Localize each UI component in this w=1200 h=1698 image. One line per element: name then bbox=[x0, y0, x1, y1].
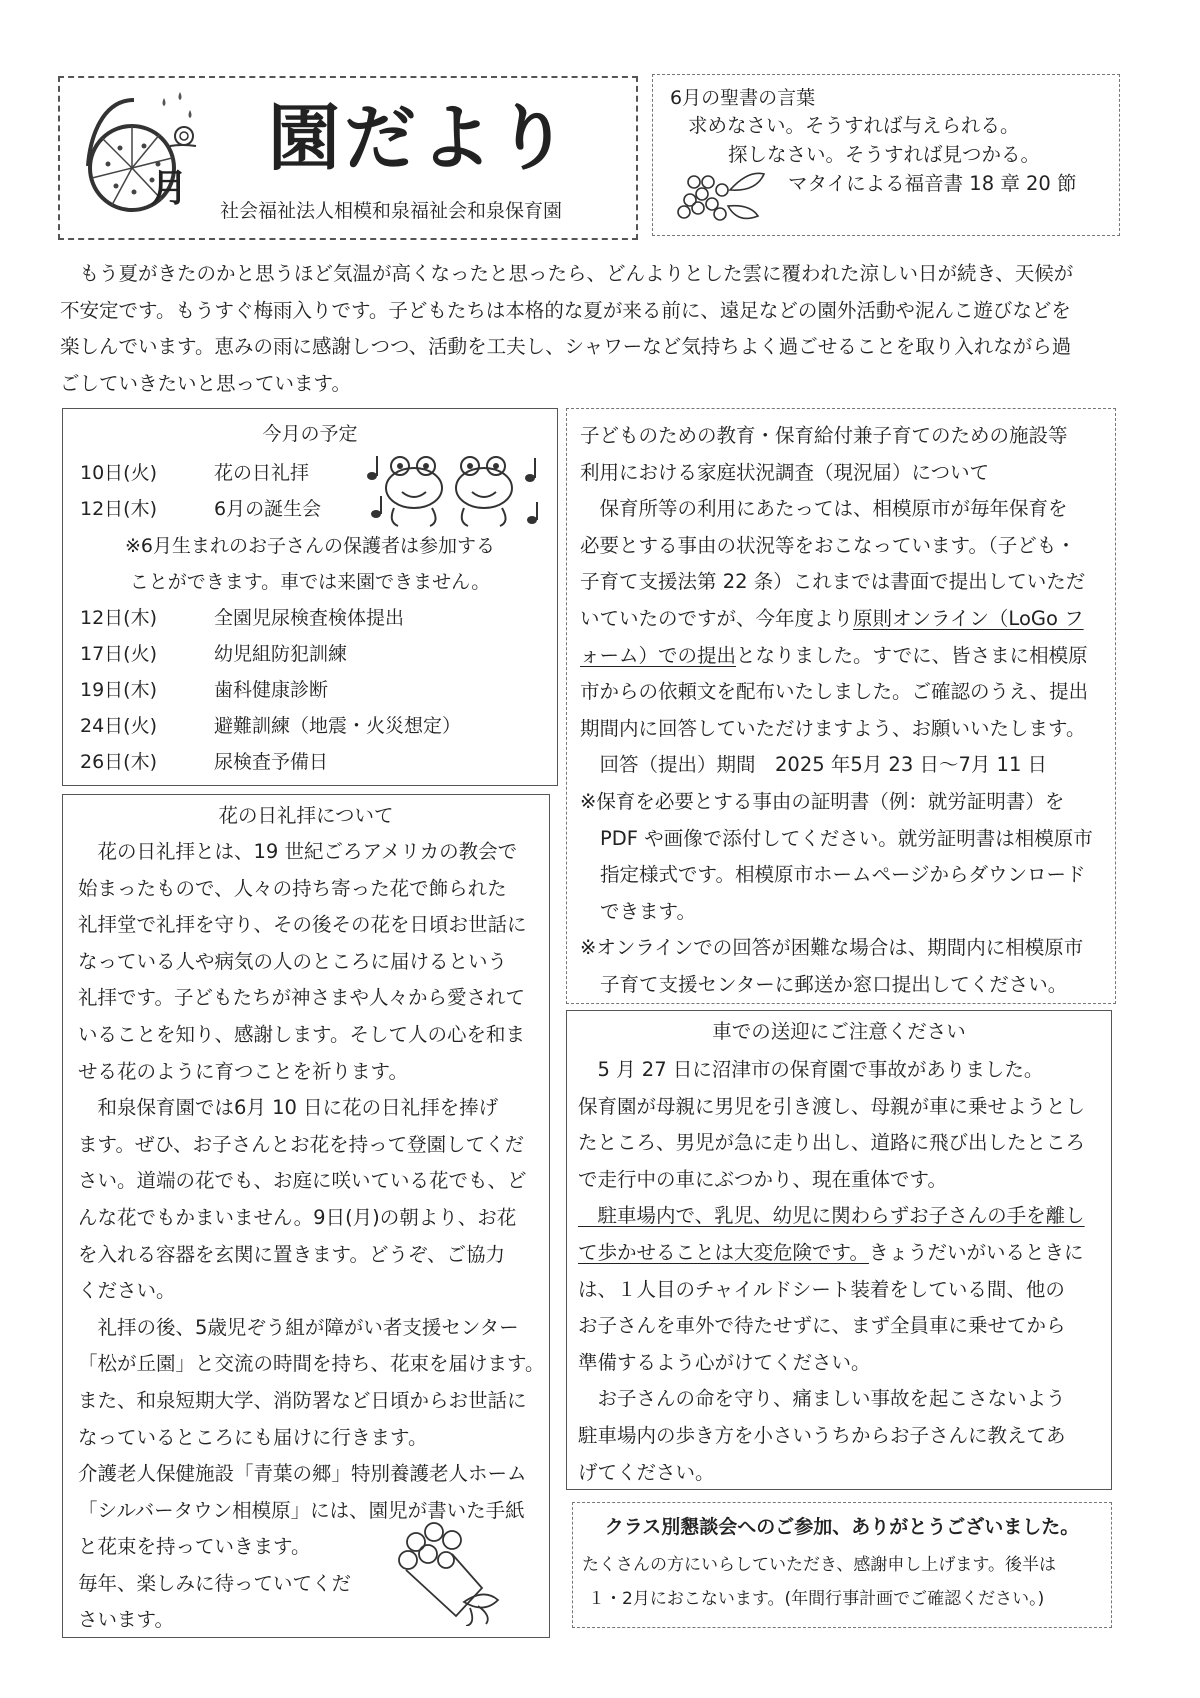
schedule-date: 12日(木) bbox=[80, 607, 158, 629]
schedule-row bbox=[66, 672, 546, 708]
org-name: 社会福祉法人相模和泉福祉会和泉保育園 bbox=[220, 200, 563, 222]
body-line: 「松が丘園」と交流の時間を持ち、花束を届けます。 bbox=[78, 1352, 545, 1376]
month-char: 月 bbox=[150, 166, 189, 210]
body-line: 駐車場内の歩き方を小さいうちからお子さんに教えてあ bbox=[578, 1423, 1066, 1447]
body-line: んな花でもかまいません。9日(月)の朝より、お花 bbox=[78, 1205, 517, 1229]
schedule-note bbox=[62, 528, 558, 600]
schedule-date: 19日(木) bbox=[80, 679, 158, 701]
body-line: と花束を持っていきます。 bbox=[78, 1535, 311, 1559]
frog-illustration bbox=[366, 448, 542, 532]
car-title: 車での送迎にご注意ください bbox=[712, 1020, 966, 1043]
schedule-event: 幼児組防犯訓練 bbox=[214, 643, 348, 665]
page-title: 園だより bbox=[268, 96, 573, 180]
note-line: ※オンラインでの回答が困難な場合は、期間内に相模原市 bbox=[580, 936, 1084, 960]
scripture-line-2: 探しなさい。そうすれば見つかる。 bbox=[728, 143, 1041, 166]
schedule-row bbox=[66, 491, 386, 527]
body-line: いることを知り、感謝します。そして人の心を和ま bbox=[78, 1022, 525, 1046]
schedule-event: 全園児尿検査検体提出 bbox=[214, 607, 405, 629]
underlined-text: ォーム）での提出 bbox=[580, 643, 737, 667]
survey-body bbox=[580, 418, 1110, 1004]
car-body bbox=[578, 1052, 1108, 1491]
schedule-event: 花の日礼拝 bbox=[214, 462, 310, 484]
body-line bbox=[580, 638, 1110, 675]
hydrangea-illustration bbox=[668, 160, 768, 230]
schedule-date: 26日(木) bbox=[80, 751, 158, 773]
body-line bbox=[580, 601, 1110, 638]
intro-line: 楽しんでいます。恵みの雨に感謝しつつ、活動を工夫し、シャワーなど気持ちよく過ごせることを取り入れながら過 bbox=[60, 335, 1072, 359]
underlined-text: て歩かせることは大変危険です。 bbox=[578, 1240, 869, 1264]
survey-title: 利用における家庭状況調査（現況届）について bbox=[580, 460, 990, 484]
text: いていたのですが、今年度より bbox=[580, 606, 854, 630]
note-line: 子育て支援センターに郵送か窓口提出してください。 bbox=[600, 972, 1068, 996]
body-line: また、和泉短期大学、消防署など日頃からお世話に bbox=[78, 1388, 527, 1412]
schedule-row bbox=[66, 708, 546, 744]
scripture-line-1: 求めなさい。そうすれば与えられる。 bbox=[688, 114, 1020, 137]
schedule-row bbox=[66, 455, 386, 491]
body-line: たところ、男児が急に走り出し、道路に飛び出したところ bbox=[578, 1131, 1086, 1155]
underlined-text: 原則オンライン（LoGo フ bbox=[853, 606, 1084, 630]
body-line: 和泉保育園では6月 10 日に花の日礼拝を捧げ bbox=[78, 1096, 499, 1120]
body-line: せる花のように育つことを祈ります。 bbox=[78, 1059, 408, 1083]
scripture-source: マタイによる福音書 18 章 20 節 bbox=[788, 172, 1077, 195]
body-line: 始まったもので、人々の持ち寄った花で飾られた bbox=[78, 876, 507, 900]
body-line: 期間内に回答していただけますよう、お願いいたします。 bbox=[580, 716, 1086, 740]
body-line: さい。道端の花でも、お庭に咲いている花でも、ど bbox=[78, 1169, 527, 1193]
body-line: を入れる容器を玄関に置きます。どうぞ、ご協力 bbox=[78, 1242, 506, 1266]
intro-line: もう夏がきたのかと思うほど気温が高くなったと思ったら、どんよりとした雲に覆われた涼しい日が続き、天候が bbox=[60, 262, 1074, 285]
bouquet-illustration bbox=[386, 1518, 516, 1626]
body-line: 必要とする事由の状況等をおこなっています。（子ども・ bbox=[580, 533, 1076, 557]
submission-period: 回答（提出）期間 2025 年5月 23 日～7月 11 日 bbox=[580, 753, 1048, 777]
body-line: 礼拝です。子どもたちが神さまや人々から愛されて bbox=[78, 986, 525, 1010]
text: となりました。すでに、皆さまに相模原 bbox=[736, 643, 1088, 667]
body-line: 礼拝堂で礼拝を守り、その後その花を日頃お世話に bbox=[78, 913, 527, 937]
body-line: なっている人や病気の人のところに届けるという bbox=[78, 949, 508, 973]
body-line: ます。ぜひ、お子さんとお花を持って登園してくだ bbox=[78, 1132, 525, 1156]
note-line: ※保育を必要とする事由の証明書（例：就労証明書）を bbox=[580, 789, 1065, 813]
schedule-event: 歯科健康診断 bbox=[214, 679, 329, 701]
schedule-row bbox=[66, 636, 546, 672]
scripture-heading: 6月の聖書の言葉 bbox=[670, 87, 816, 109]
schedule-date: 12日(木) bbox=[80, 498, 158, 520]
schedule-note-line: ことができます。車では来園できません。 bbox=[129, 571, 491, 593]
schedule-date: 24日(火) bbox=[80, 715, 158, 737]
schedule-event: 6月の誕生会 bbox=[214, 498, 322, 520]
body-line: 介護老人保健施設「青葉の郷」特別養護老人ホーム bbox=[78, 1462, 527, 1486]
class-meeting-title: クラス別懇談会へのご参加、ありがとうございました。 bbox=[604, 1516, 1080, 1538]
intro-line: 不安定です。もうすぐ梅雨入りです。子どもたちは本格的な夏が来る前に、遠足などの園外活動や泥んこ遊びなどを bbox=[60, 298, 1071, 322]
body-line: 礼拝の後、5歳児ぞう組が障がい者支援センター bbox=[78, 1315, 519, 1339]
schedule-date: 17日(火) bbox=[80, 643, 158, 665]
body-line: さいます。 bbox=[78, 1608, 174, 1632]
body-line: 毎年、楽しみに待っていてくだ bbox=[78, 1571, 352, 1595]
text: きょうだいがいるときに bbox=[868, 1240, 1084, 1264]
underlined-line: 駐車場内で、乳児、幼児に関わらずお子さんの手を離し bbox=[578, 1204, 1085, 1228]
body-line: 保育園が母親に男児を引き渡し、母親が車に乗せようとし bbox=[578, 1094, 1086, 1118]
body-line: で走行中の車にぶつかり、現在重体です。 bbox=[578, 1167, 947, 1191]
body-line: は、１人目のチャイルドシート装着をしている間、他の bbox=[578, 1277, 1065, 1301]
body-line: 市からの依頼文を配布いたしました。ご確認のうえ、提出 bbox=[580, 680, 1089, 704]
body-line: 保育所等の利用にあたっては、相模原市が毎年保育を bbox=[580, 497, 1068, 521]
schedule-list-1 bbox=[66, 455, 386, 527]
note-line: できます。 bbox=[600, 899, 696, 923]
body-line: お子さんを車外で待たせずに、まず全員車に乗せてから bbox=[578, 1314, 1066, 1338]
schedule-note-line: ※6月生まれのお子さんの保護者は参加する bbox=[124, 535, 495, 557]
body-line: 花の日礼拝とは、19 世紀ごろアメリカの教会で bbox=[78, 840, 518, 863]
body-line: ください。 bbox=[78, 1279, 176, 1303]
schedule-date: 10日(火) bbox=[80, 462, 158, 484]
schedule-list-2 bbox=[66, 600, 546, 780]
schedule-event: 尿検査予備日 bbox=[214, 751, 329, 773]
body-line: 5 月 27 日に沼津市の保育園で事故がありました。 bbox=[578, 1058, 1044, 1081]
schedule-row bbox=[66, 600, 546, 636]
body-line: お子さんの命を守り、痛ましい事故を起こさないよう bbox=[578, 1387, 1066, 1411]
intro-line: ごしていきたいと思っています。 bbox=[60, 371, 351, 395]
intro-paragraph bbox=[60, 256, 1140, 402]
schedule-event: 避難訓練（地震・火災想定） bbox=[214, 715, 462, 737]
body-line: 「シルバータウン相模原」には、園児が書いた手紙 bbox=[78, 1498, 525, 1522]
schedule-row bbox=[66, 744, 546, 780]
body-line: 子育て支援法第 22 条）これまでは書面で提出していただ bbox=[580, 570, 1086, 594]
body-line: なっているところにも届けに行きます。 bbox=[78, 1425, 428, 1449]
body-line: げてください。 bbox=[578, 1460, 715, 1484]
class-meeting-line: たくさんの方にいらしていただき、感謝申し上げます。後半は bbox=[582, 1555, 1056, 1575]
class-meeting-line: １・2月におこないます。(年間行事計画でご確認ください。) bbox=[588, 1589, 1045, 1609]
body-line: 準備するよう心がけてください。 bbox=[578, 1350, 871, 1374]
survey-title: 子どものための教育・保育給付兼子育てのための施設等 bbox=[580, 424, 1068, 447]
note-line: PDF や画像で添付してください。就労証明書は相模原市 bbox=[600, 826, 1093, 850]
hananohi-title: 花の日礼拝について bbox=[218, 804, 394, 827]
body-line bbox=[578, 1235, 1108, 1272]
schedule-title: 今月の予定 bbox=[262, 423, 358, 445]
note-line: 指定様式です。相模原市ホームページからダウンロード bbox=[600, 863, 1086, 887]
